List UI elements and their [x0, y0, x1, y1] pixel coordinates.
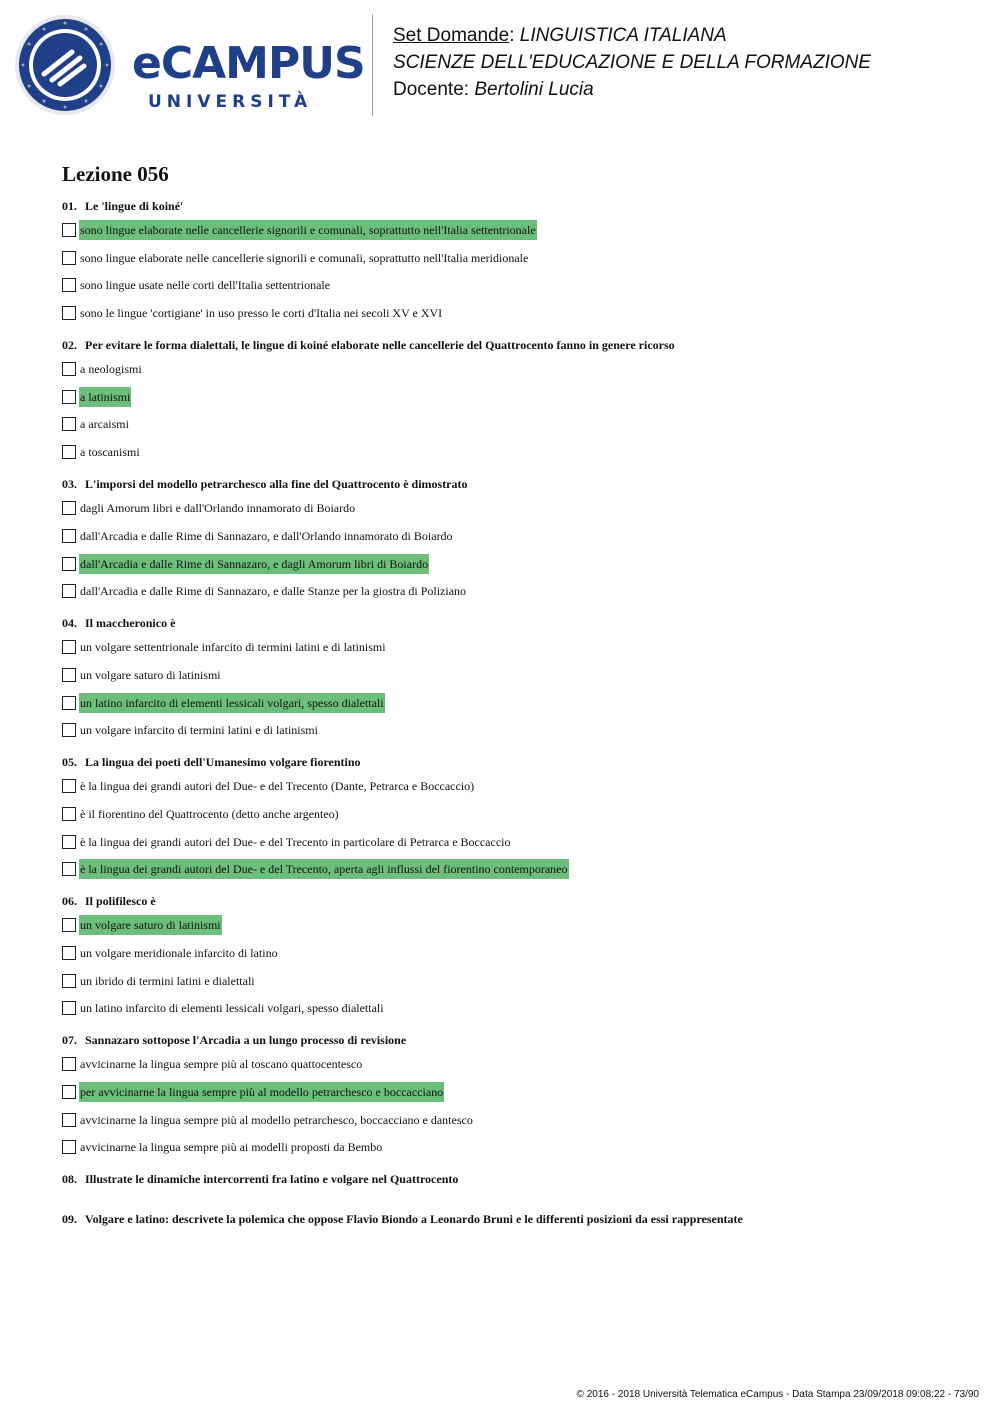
- question-number: 05.: [62, 755, 77, 770]
- answer-checkbox[interactable]: [62, 974, 76, 988]
- faculty-name: SCIENZE DELL'EDUCAZIONE E DELLA FORMAZIONE: [393, 52, 872, 73]
- answer-checkbox[interactable]: [62, 779, 76, 793]
- answer-text: avvicinarne la lingua sempre più al toscano quattocentesco: [80, 1057, 363, 1072]
- answer-option: [62, 859, 962, 879]
- answer-option: [62, 720, 962, 740]
- answer-text-correct: a latinismi: [79, 387, 131, 407]
- answer-text: sono lingue elaborate nelle cancellerie signorili e comunali, soprattutto nell'Italia meridionale: [80, 250, 529, 265]
- answer-checkbox[interactable]: [62, 306, 76, 320]
- question-number: 07.: [62, 1033, 77, 1048]
- answer-checkbox[interactable]: [62, 529, 76, 543]
- answer-text: dall'Arcadia e dalle Rime di Sannazaro, e dalle Stanze per la giostra di Poliziano: [80, 584, 467, 599]
- answer-option: [62, 275, 962, 295]
- question-04: [62, 615, 962, 740]
- question-09: [62, 1211, 962, 1227]
- question-01: [62, 198, 962, 323]
- answer-option: [62, 303, 962, 323]
- answer-checkbox[interactable]: [62, 918, 76, 932]
- answer-option: [62, 832, 962, 852]
- answer-text: a neologismi: [80, 362, 142, 377]
- answer-checkbox[interactable]: [62, 1057, 76, 1071]
- answer-checkbox[interactable]: [62, 584, 76, 598]
- answer-text: a toscanismi: [80, 445, 140, 460]
- answer-option: [62, 1110, 962, 1130]
- answer-option: [62, 442, 962, 462]
- answer-option: [62, 359, 962, 379]
- answer-checkbox[interactable]: [62, 501, 76, 515]
- answer-text-correct: sono lingue elaborate nelle cancellerie signorili e comunali, soprattutto nell'Italia settentrionale: [79, 220, 537, 240]
- question-number: 04.: [62, 616, 77, 631]
- answer-checkbox[interactable]: [62, 417, 76, 431]
- answer-option: [62, 248, 962, 268]
- answer-option: [62, 498, 962, 518]
- answer-text: avvicinarne la lingua sempre più ai modelli proposti da Bembo: [80, 1140, 383, 1155]
- answer-text-correct: per avvicinarne la lingua sempre più al modello petrarchesco e boccacciano: [79, 1082, 444, 1102]
- answer-text: sono le lingue 'cortigiane' in uso presso le corti d'Italia nei secoli XV e XVI: [80, 306, 443, 321]
- answer-text-correct: dall'Arcadia e dalle Rime di Sannazaro, e dagli Amorum libri di Boiardo: [79, 554, 429, 574]
- answer-option: [62, 220, 962, 240]
- question-number: 08.: [62, 1172, 77, 1187]
- answer-option: [62, 387, 962, 407]
- answer-checkbox[interactable]: [62, 668, 76, 682]
- answer-text: dall'Arcadia e dalle Rime di Sannazaro, e dall'Orlando innamorato di Boiardo: [80, 528, 453, 543]
- answer-checkbox[interactable]: [62, 223, 76, 237]
- answer-option: [62, 693, 962, 713]
- question-label: Le 'lingue di koiné': [85, 199, 184, 213]
- question-label: Per evitare le forma dialettali, le lingue di koiné elaborate nelle cancellerie del Quattrocento fanno in genere ricorso: [85, 338, 675, 353]
- header-divider: [372, 14, 373, 116]
- answer-text-correct: un latino infarcito di elementi lessicali volgari, spesso dialettali: [79, 693, 385, 713]
- answer-option: [62, 1137, 962, 1157]
- answer-checkbox[interactable]: [62, 1113, 76, 1127]
- answer-option: [62, 915, 962, 935]
- answer-checkbox[interactable]: [62, 807, 76, 821]
- answer-option: [62, 414, 962, 434]
- answer-text: un volgare saturo di latinismi: [80, 667, 221, 682]
- answer-checkbox[interactable]: [62, 640, 76, 654]
- question-05: [62, 754, 962, 879]
- ecampus-logo: [14, 14, 365, 116]
- question-label: Illustrate le dinamiche intercorrenti fra latino e volgare nel Quattrocento: [85, 1172, 459, 1187]
- question-02: [62, 337, 962, 462]
- answer-text: è il fiorentino del Quattrocento (detto anche argenteo): [80, 806, 339, 821]
- teacher-name: Bertolini Lucia: [474, 79, 594, 100]
- answer-checkbox[interactable]: [62, 445, 76, 459]
- question-number: 02.: [62, 338, 77, 353]
- answer-text: avvicinarne la lingua sempre più al modello petrarchesco, boccacciano e dantesco: [80, 1112, 473, 1127]
- question-label: La lingua dei poeti dell'Umanesimo volgare fiorentino: [85, 755, 361, 770]
- answer-option: [62, 998, 962, 1018]
- brand-name: eCAMPUS: [132, 38, 365, 89]
- answer-text: è la lingua dei grandi autori del Due- e del Trecento (Dante, Petrarca e Boccaccio): [80, 779, 475, 794]
- answer-text-correct: un volgare saturo di latinismi: [79, 915, 222, 935]
- question-text: [62, 1171, 962, 1187]
- answer-option: [62, 554, 962, 574]
- question-text: [62, 893, 962, 909]
- question-08: [62, 1171, 962, 1187]
- answer-text: sono lingue usate nelle corti dell'Italia settentrionale: [80, 278, 331, 293]
- question-number: 06.: [62, 894, 77, 909]
- answer-text: un volgare settentrionale infarcito di termini latini e di latinismi: [80, 640, 386, 655]
- answer-option: [62, 804, 962, 824]
- question-text: [62, 754, 962, 770]
- question-label: L'imporsi del modello petrarchesco alla fine del Quattrocento è dimostrato: [85, 477, 468, 492]
- question-label: Il maccheronico è: [85, 616, 176, 631]
- question-text: [62, 1032, 962, 1048]
- answer-checkbox[interactable]: [62, 946, 76, 960]
- answer-option: [62, 943, 962, 963]
- question-06: [62, 893, 962, 1018]
- question-number: 09.: [62, 1212, 77, 1227]
- question-03: [62, 476, 962, 601]
- question-text: [62, 476, 962, 492]
- answer-checkbox[interactable]: [62, 723, 76, 737]
- answer-text: dagli Amorum libri e dall'Orlando innamorato di Boiardo: [80, 501, 356, 516]
- answer-checkbox[interactable]: [62, 1085, 76, 1099]
- answer-text: a arcaismi: [80, 417, 129, 432]
- answer-checkbox[interactable]: [62, 696, 76, 710]
- page-header: [0, 0, 1000, 130]
- answer-option: [62, 665, 962, 685]
- teacher-line: [393, 76, 871, 103]
- question-text: [62, 337, 962, 353]
- answer-option: [62, 776, 962, 796]
- question-number: 01.: [62, 199, 77, 213]
- answer-text: un ibrido di termini latini e dialettali: [80, 973, 255, 988]
- question-label: Sannazaro sottopose l'Arcadia a un lungo processo di revisione: [85, 1033, 407, 1048]
- answer-checkbox[interactable]: [62, 362, 76, 376]
- answer-option: [62, 1082, 962, 1102]
- question-list: [62, 198, 962, 1227]
- answer-checkbox[interactable]: [62, 1140, 76, 1154]
- answer-option: [62, 1054, 962, 1074]
- set-label: Set Domande: [393, 25, 510, 46]
- university-seal-icon: [14, 14, 116, 116]
- set-separator: :: [509, 25, 520, 46]
- question-label: Il polifilesco è: [85, 894, 156, 909]
- answer-text: è la lingua dei grandi autori del Due- e del Trecento in particolare di Petrarca e Boccaccio: [80, 834, 511, 849]
- faculty-line: [393, 49, 871, 76]
- answer-checkbox[interactable]: [62, 278, 76, 292]
- answer-text-correct: è la lingua dei grandi autori del Due- e del Trecento, aperta agli influssi del fiorentino contemporaneo: [79, 859, 569, 879]
- page-footer: © 2016 - 2018 Università Telematica eCampus - Data Stampa 23/09/2018 09:08:22 - 73/90: [576, 1389, 979, 1400]
- course-name: LINGUISTICA ITALIANA: [519, 25, 727, 46]
- answer-checkbox[interactable]: [62, 557, 76, 571]
- question-label: Volgare e latino: descrivete la polemica che oppose Flavio Biondo a Leonardo Bruni e le differenti posizioni da essi rappresentate: [85, 1212, 743, 1227]
- answer-option: [62, 581, 962, 601]
- question-text: [62, 1211, 962, 1227]
- answer-text: un volgare infarcito di termini latini e di latinismi: [80, 723, 318, 738]
- lesson-title: Lezione 056: [62, 162, 169, 186]
- answer-option: [62, 526, 962, 546]
- question-number: 03.: [62, 477, 77, 492]
- question-text: [62, 615, 962, 631]
- question-set: [62, 160, 962, 1251]
- answer-checkbox[interactable]: [62, 835, 76, 849]
- question-07: [62, 1032, 962, 1157]
- answer-checkbox[interactable]: [62, 390, 76, 404]
- teacher-label: Docente:: [393, 79, 475, 100]
- question-text: [62, 198, 962, 214]
- answer-checkbox[interactable]: [62, 862, 76, 876]
- answer-checkbox[interactable]: [62, 1001, 76, 1015]
- answer-option: [62, 637, 962, 657]
- answer-text: un latino infarcito di elementi lessicali volgari, spesso dialettali: [80, 1001, 384, 1016]
- course-line: [393, 22, 871, 49]
- answer-checkbox[interactable]: [62, 251, 76, 265]
- answer-text: un volgare meridionale infarcito di latino: [80, 946, 278, 960]
- brand-subtitle: UNIVERSITÀ: [148, 92, 313, 112]
- answer-option: [62, 971, 962, 991]
- course-info: [393, 22, 871, 103]
